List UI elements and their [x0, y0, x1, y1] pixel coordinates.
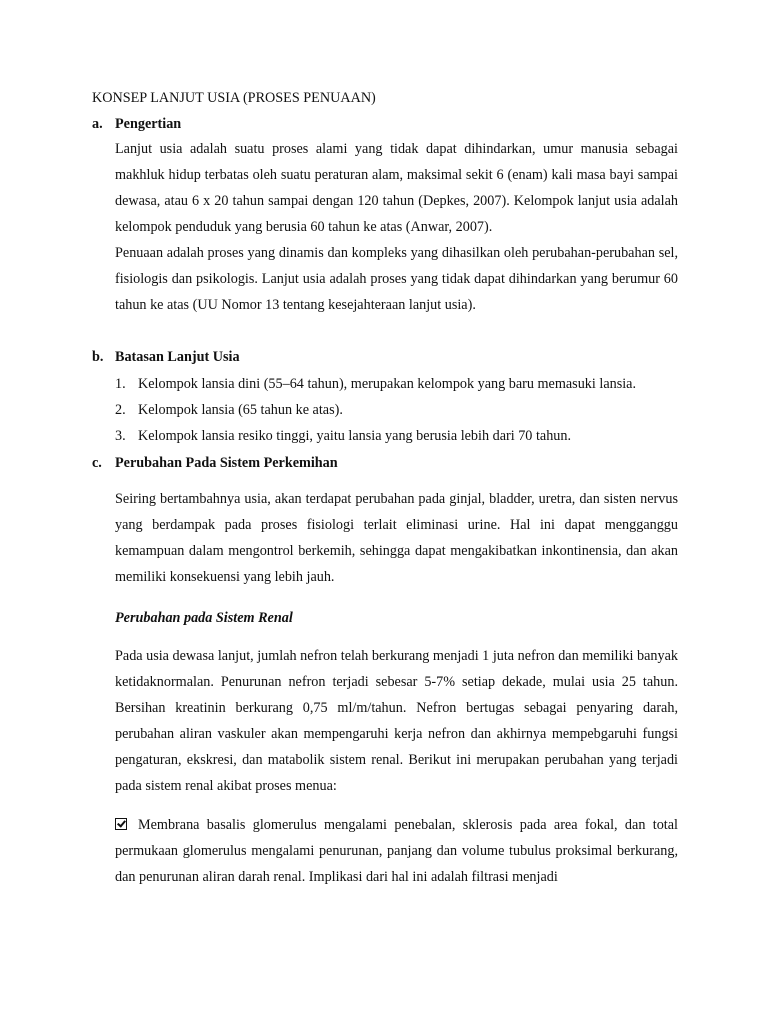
section-c-paragraph-1: Seiring bertambahnya usia, akan terdapat perubahan pada ginjal, bladder, uretra, dan sisten nervus yang berdampak pada proses fisiologi terlait eliminasi urine. Hal ini dapat mengganggu kemampuan dalam mengontrol berkemih, sehingga dapat mengakibatkan inkontinensia, dan akan memiliki konsekuensi yang lebih jauh. [115, 491, 678, 585]
section-a-title: Pengertian [115, 116, 182, 132]
list-item [115, 428, 571, 445]
renal-paragraph: Pada usia dewasa lanjut, jumlah nefron telah berkurang menjadi 1 juta nefron dan memiliki banyak ketidaknormalan. Penurunan nefron terjadi sebesar 5-7% setiap dekade, mulai usia 25 tahun. Bersihan kreatinin berkurang 0,75 ml/m/tahun. Nefron bertugas sebagai penyaring darah, perubahan aliran vaskuler akan mempengaruhi kerja nefron dan akhirnya mempebgaruhi fungsi pengaturan, ekskresi, dan matabolik sistem renal. Berikut ini merupakan perubahan yang terjadi pada sistem renal akibat proses menua: [115, 648, 678, 794]
list-item [115, 402, 343, 419]
renal-bullet-text: Membrana basalis glomerulus mengalami penebalan, sklerosis pada area fokal, dan total permukaan glomerulus mengalami penurunan, panjang dan volume tubulus proksimal berkurang, dan penurunan aliran darah renal. Implikasi dari hal ini adalah filtrasi menjadi [115, 817, 678, 885]
section-a-paragraph-1: Lanjut usia adalah suatu proses alami yang tidak dapat dihindarkan, umur manusia sebagai makhluk hidup terbatas oleh suatu peraturan alam, maksimal sekit 6 (enam) kali masa bayi sampai dewasa, atau 6 x 20 tahun sampai dengan 120 tahun (Depkes, 2007). Kelompok lanjut usia adalah kelompok penduduk yang berusia 60 tahun ke atas (Anwar, 2007). [115, 141, 678, 235]
document-title: KONSEP LANJUT USIA (PROSES PENUAAN) [92, 90, 376, 106]
section-a-letter: a. [92, 116, 103, 132]
list-item-text: Kelompok lansia resiko tinggi, yaitu lansia yang berusia lebih dari 70 tahun. [138, 428, 572, 444]
list-item-number: 2. [115, 402, 126, 418]
section-a-heading [92, 116, 181, 133]
list-item-text: Kelompok lansia (65 tahun ke atas). [138, 402, 343, 418]
section-c-title: Perubahan Pada Sistem Perkemihan [115, 455, 338, 471]
list-item [115, 376, 636, 393]
checkbox-icon [115, 818, 127, 830]
section-b-heading [92, 349, 240, 366]
renal-subheading: Perubahan pada Sistem Renal [115, 610, 293, 626]
list-item-number: 1. [115, 376, 126, 392]
section-b-title: Batasan Lanjut Usia [115, 349, 240, 365]
section-b-letter: b. [92, 349, 104, 365]
section-c-letter: c. [92, 455, 102, 471]
list-item-text: Kelompok lansia dini (55–64 tahun), merupakan kelompok yang baru memasuki lansia. [138, 376, 637, 392]
section-a-paragraph-2: Penuaan adalah proses yang dinamis dan kompleks yang dihasilkan oleh perubahan-perubahan sel, fisiologis dan psikologis. Lanjut usia adalah proses yang tidak dapat dihindarkan yang berumur 60 tahun ke atas (UU Nomor 13 tentang kesejahteraan lanjut usia). [115, 245, 678, 313]
list-item-number: 3. [115, 428, 126, 444]
renal-bullet-item [115, 812, 678, 890]
section-c-heading [92, 455, 338, 472]
